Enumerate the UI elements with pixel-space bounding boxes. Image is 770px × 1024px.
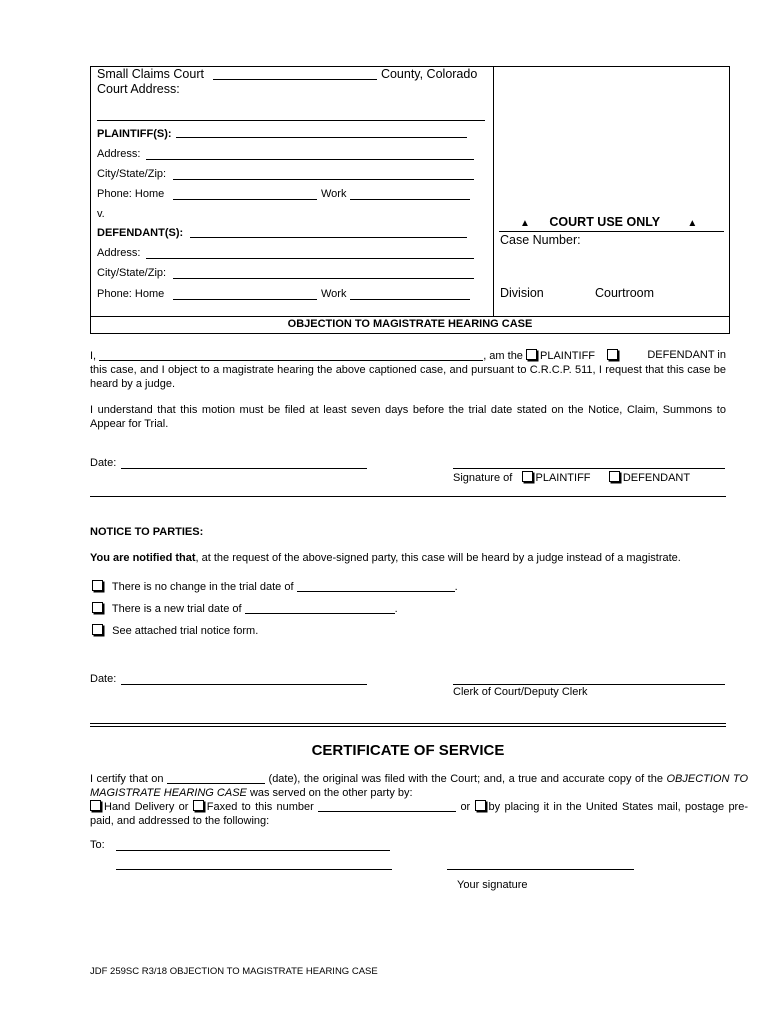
plaintiff-csz-label: City/State/Zip: xyxy=(97,168,167,180)
court-line xyxy=(97,67,477,81)
your-signature-field[interactable] xyxy=(447,869,634,870)
notice-option-3 xyxy=(92,624,258,637)
fax-number-field[interactable] xyxy=(318,800,456,812)
objection-date-label: Date: xyxy=(90,457,117,469)
certify-end: was served on the other party by: xyxy=(249,787,413,799)
objection-paragraph: this case, and I object to a magistrate hearing the above captioned case, and pursuant to C.R.C.P. 511, I request that this case be heard by a judge. xyxy=(90,364,726,390)
or-text: or xyxy=(460,801,471,813)
county-field[interactable] xyxy=(213,68,377,80)
certify-mid: (date), the original was filed with the Court; and, a true and accurate copy of the xyxy=(268,773,663,785)
plaintiff-phone-home-label: Phone: Home xyxy=(97,188,165,200)
section-divider xyxy=(90,496,726,497)
defendant-work-label: Work xyxy=(321,288,347,300)
division-label: Division xyxy=(500,286,544,300)
versus-label: v. xyxy=(97,208,105,220)
plaintiff-work-label: Work xyxy=(321,188,347,200)
clerk-label: Clerk of Court/Deputy Clerk xyxy=(453,686,588,698)
option-1-checkbox[interactable] xyxy=(92,580,103,591)
arrow-up-icon: ▲ xyxy=(520,218,530,229)
defendant-label: DEFENDANT(S): xyxy=(97,227,184,239)
certificate-paragraph xyxy=(90,772,748,828)
name-field[interactable] xyxy=(99,349,483,361)
mail-checkbox[interactable] xyxy=(475,800,486,811)
plaintiff-csz-field[interactable] xyxy=(173,179,474,180)
court-label: Small Claims Court xyxy=(97,67,204,81)
sig-defendant-checkbox[interactable] xyxy=(609,471,620,482)
notice-bold-text: You are notified that xyxy=(90,552,196,564)
certify-title: OBJECTION TO MAGISTRATE HEARING CASE xyxy=(90,773,749,799)
form-title: OBJECTION TO MAGISTRATE HEARING CASE xyxy=(287,318,533,330)
notice-date-label: Date: xyxy=(90,673,117,685)
plaintiff-field[interactable] xyxy=(176,137,467,138)
defendant-option: DEFENDANT in xyxy=(647,349,726,361)
option-2-checkbox[interactable] xyxy=(92,602,103,613)
to-label: To: xyxy=(90,839,105,851)
court-use-only-row xyxy=(520,215,697,229)
option-1-end: . xyxy=(454,581,458,593)
objection-signature-field[interactable] xyxy=(453,468,725,469)
arrow-up-icon: ▲ xyxy=(687,218,698,229)
defendant-phone-home-field[interactable] xyxy=(173,299,317,300)
notice-heading: NOTICE TO PARTIES: xyxy=(90,526,204,538)
signature-of-label: Signature of xyxy=(453,472,513,484)
notice-rest-text: , at the request of the above-signed party, this case will be heard by a judge instead of a magistrate. xyxy=(195,552,681,564)
courtroom-label: Courtroom xyxy=(595,286,655,300)
defendant-csz-field[interactable] xyxy=(173,278,474,279)
service-date-field[interactable] xyxy=(167,772,265,784)
plaintiff-address-field[interactable] xyxy=(146,159,474,160)
defendant-checkbox[interactable] xyxy=(607,349,618,360)
plaintiff-address-label: Address: xyxy=(97,148,141,160)
court-address-field[interactable] xyxy=(97,120,485,121)
objection-line1 xyxy=(90,349,726,362)
plaintiff-checkbox[interactable] xyxy=(526,349,537,360)
defendant-phone-work-field[interactable] xyxy=(350,299,470,300)
intro-i: I, xyxy=(90,350,97,362)
faxed-checkbox[interactable] xyxy=(193,800,204,811)
hand-delivery-checkbox[interactable] xyxy=(90,800,101,811)
sig-defendant-option: DEFENDANT xyxy=(622,472,691,484)
objection-paragraph-2: I understand that this motion must be filed at least seven days before the trial date stated on the Notice, Claim, Summons to Appear for Trial. xyxy=(90,404,726,430)
trial-date-field[interactable] xyxy=(297,580,455,592)
clerk-signature-field[interactable] xyxy=(453,684,725,685)
plaintiff-label: PLAINTIFF(S): xyxy=(97,128,172,140)
to-field-2[interactable] xyxy=(116,869,392,870)
option-2-label: There is a new trial date of xyxy=(111,603,242,615)
defendant-phone-home-label: Phone: Home xyxy=(97,288,165,300)
notice-option-2 xyxy=(92,602,398,615)
court-address-label: Court Address: xyxy=(97,82,180,96)
notice-option-1 xyxy=(92,580,458,593)
double-divider xyxy=(90,723,726,727)
faxed-label: Faxed to this number xyxy=(206,801,314,813)
defendant-address-field[interactable] xyxy=(146,258,474,259)
court-use-divider xyxy=(499,231,724,232)
defendant-field[interactable] xyxy=(190,237,467,238)
signature-of-row xyxy=(453,471,690,484)
to-field-1[interactable] xyxy=(116,850,390,851)
mail-label: by placing it in the United States mail, postage pre-paid, and addressed to the following: xyxy=(90,801,749,827)
option-3-label: See attached trial notice form. xyxy=(112,625,259,637)
hand-delivery-label: Hand Delivery or xyxy=(104,801,189,813)
new-trial-date-field[interactable] xyxy=(245,602,395,614)
option-2-end: . xyxy=(394,603,398,615)
caption-divider xyxy=(493,66,494,316)
sig-plaintiff-option: PLAINTIFF xyxy=(535,472,591,484)
your-signature-label: Your signature xyxy=(457,879,528,891)
case-number-label: Case Number: xyxy=(500,233,581,247)
plaintiff-option: PLAINTIFF xyxy=(540,350,596,362)
defendant-csz-label: City/State/Zip: xyxy=(97,267,167,279)
caption-title-divider xyxy=(90,316,730,317)
county-label: County, Colorado xyxy=(380,67,478,81)
plaintiff-phone-home-field[interactable] xyxy=(173,199,317,200)
court-use-only-label: COURT USE ONLY xyxy=(549,215,660,229)
am-the-text: , am the xyxy=(483,350,523,362)
notice-text xyxy=(90,552,726,564)
defendant-address-label: Address: xyxy=(97,247,141,259)
footer-text: JDF 259SC R3/18 OBJECTION TO MAGISTRATE HEARING CASE xyxy=(90,966,378,977)
sig-plaintiff-checkbox[interactable] xyxy=(522,471,533,482)
option-1-label: There is no change in the trial date of xyxy=(111,581,294,593)
certificate-heading: CERTIFICATE OF SERVICE xyxy=(311,742,505,759)
plaintiff-phone-work-field[interactable] xyxy=(350,199,470,200)
certify-start: I certify that on xyxy=(90,773,164,785)
notice-date-field[interactable] xyxy=(121,684,367,685)
objection-date-field[interactable] xyxy=(121,468,367,469)
option-3-checkbox[interactable] xyxy=(92,624,103,635)
